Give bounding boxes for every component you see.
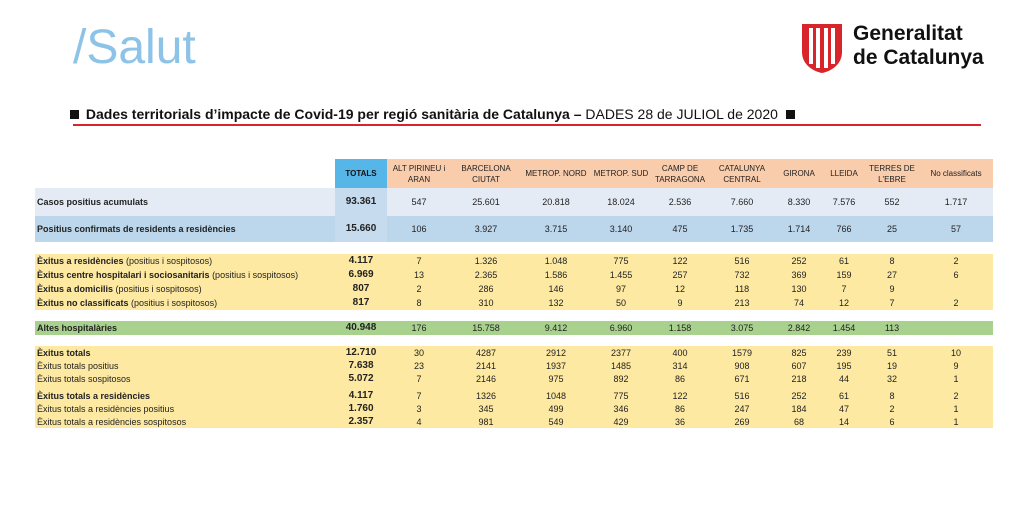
value-cell: 1485	[591, 359, 651, 372]
value-cell: 286	[451, 282, 521, 296]
table-row	[35, 321, 993, 335]
total-cell: 807	[335, 282, 387, 296]
total-cell: 6.969	[335, 268, 387, 282]
value-cell: 2146	[451, 372, 521, 385]
value-cell: 6	[865, 415, 919, 428]
value-cell: 25.601	[451, 188, 521, 216]
value-cell: 7	[387, 389, 451, 402]
value-cell: 2	[919, 254, 993, 268]
senyera-shield-icon	[800, 22, 844, 74]
value-cell: 1.158	[651, 321, 709, 335]
value-cell: 86	[651, 372, 709, 385]
value-cell: 7.576	[823, 188, 865, 216]
value-cell	[919, 321, 993, 335]
value-cell: 1	[919, 402, 993, 415]
row-label: Èxitus centre hospitalari i sociosanitaris (positius i sospitosos)	[35, 268, 335, 282]
header-cell: GIRONA	[775, 159, 823, 188]
square-bullet-icon	[786, 110, 795, 119]
value-cell: 8	[865, 254, 919, 268]
row-label: Èxitus totals	[35, 346, 335, 359]
value-cell: 3.927	[451, 216, 521, 242]
value-cell: 8	[387, 296, 451, 310]
value-cell: 257	[651, 268, 709, 282]
value-cell: 9	[919, 359, 993, 372]
value-cell: 184	[775, 402, 823, 415]
value-cell: 3.075	[709, 321, 775, 335]
table-row	[35, 359, 993, 372]
value-cell: 1	[919, 415, 993, 428]
value-cell: 1579	[709, 346, 775, 359]
total-cell: 15.660	[335, 216, 387, 242]
value-cell: 7	[865, 296, 919, 310]
value-cell: 7	[823, 282, 865, 296]
value-cell: 1	[919, 372, 993, 385]
value-cell: 122	[651, 389, 709, 402]
value-cell: 32	[865, 372, 919, 385]
row-label: Positius confirmats de residents a residències	[35, 216, 335, 242]
value-cell: 1.326	[451, 254, 521, 268]
total-cell: 40.948	[335, 321, 387, 335]
value-cell: 516	[709, 254, 775, 268]
value-cell: 7.660	[709, 188, 775, 216]
value-cell: 2	[919, 296, 993, 310]
value-cell: 14	[823, 415, 865, 428]
table-row	[35, 296, 993, 310]
value-cell: 2	[387, 282, 451, 296]
total-cell: 12.710	[335, 346, 387, 359]
value-cell: 50	[591, 296, 651, 310]
value-cell: 2377	[591, 346, 651, 359]
value-cell: 269	[709, 415, 775, 428]
header-cell: METROP. NORD	[521, 159, 591, 188]
row-label: Altes hospitalàries	[35, 321, 335, 335]
covid-data-table	[35, 159, 993, 428]
value-cell: 247	[709, 402, 775, 415]
value-cell: 20.818	[521, 188, 591, 216]
header-cell: TOTALS	[335, 159, 387, 188]
header-cell: CAMP DE TARRAGONA	[651, 159, 709, 188]
table-row	[35, 188, 993, 216]
value-cell: 475	[651, 216, 709, 242]
table-row	[35, 372, 993, 385]
total-cell: 4.117	[335, 254, 387, 268]
value-cell: 552	[865, 188, 919, 216]
value-cell: 19	[865, 359, 919, 372]
value-cell: 86	[651, 402, 709, 415]
value-cell: 314	[651, 359, 709, 372]
value-cell: 975	[521, 372, 591, 385]
value-cell: 51	[865, 346, 919, 359]
value-cell: 4	[387, 415, 451, 428]
value-cell: 118	[709, 282, 775, 296]
total-cell: 5.072	[335, 372, 387, 385]
value-cell: 106	[387, 216, 451, 242]
value-cell: 12	[651, 282, 709, 296]
value-cell: 1048	[521, 389, 591, 402]
table-row	[35, 268, 993, 282]
table-row	[35, 216, 993, 242]
row-label: Èxitus totals sospitosos	[35, 372, 335, 385]
header-cell: LLEIDA	[823, 159, 865, 188]
value-cell: 27	[865, 268, 919, 282]
total-cell: 2.357	[335, 415, 387, 428]
value-cell: 2	[865, 402, 919, 415]
value-cell: 547	[387, 188, 451, 216]
total-cell: 1.760	[335, 402, 387, 415]
row-label: Èxitus totals a residències	[35, 389, 335, 402]
value-cell: 4287	[451, 346, 521, 359]
value-cell: 61	[823, 389, 865, 402]
value-cell: 7	[387, 372, 451, 385]
value-cell: 2912	[521, 346, 591, 359]
header-cell: No classificats	[919, 159, 993, 188]
value-cell: 7	[387, 254, 451, 268]
value-cell: 2.536	[651, 188, 709, 216]
value-cell: 15.758	[451, 321, 521, 335]
value-cell: 218	[775, 372, 823, 385]
value-cell: 892	[591, 372, 651, 385]
value-cell: 57	[919, 216, 993, 242]
value-cell: 6.960	[591, 321, 651, 335]
value-cell: 775	[591, 254, 651, 268]
value-cell: 3.140	[591, 216, 651, 242]
header-cell: TERRES DE L'EBRE	[865, 159, 919, 188]
value-cell: 252	[775, 254, 823, 268]
header-cell: BARCELONA CIUTAT	[451, 159, 521, 188]
value-cell: 25	[865, 216, 919, 242]
header-cell: ALT PIRINEU i ARAN	[387, 159, 451, 188]
total-cell: 4.117	[335, 389, 387, 402]
value-cell: 9.412	[521, 321, 591, 335]
table-row	[35, 254, 993, 268]
value-cell: 1.586	[521, 268, 591, 282]
red-underline	[73, 124, 981, 126]
logo-line-2: de Catalunya	[853, 46, 984, 69]
total-cell: 7.638	[335, 359, 387, 372]
value-cell: 516	[709, 389, 775, 402]
generalitat-logo	[800, 22, 1010, 74]
header-cell: CATALUNYA CENTRAL	[709, 159, 775, 188]
headline-date: DADES 28 de JULIOL de 2020	[581, 106, 778, 122]
value-cell: 766	[823, 216, 865, 242]
table-row	[35, 402, 993, 415]
value-cell: 1326	[451, 389, 521, 402]
logo-line-1: Generalitat	[853, 22, 963, 45]
total-cell: 817	[335, 296, 387, 310]
value-cell: 3.715	[521, 216, 591, 242]
logo-text	[853, 22, 984, 70]
row-label: Èxitus totals a residències sospitosos	[35, 415, 335, 428]
value-cell: 36	[651, 415, 709, 428]
value-cell: 1937	[521, 359, 591, 372]
value-cell: 23	[387, 359, 451, 372]
value-cell: 346	[591, 402, 651, 415]
value-cell: 1.714	[775, 216, 823, 242]
value-cell: 1.717	[919, 188, 993, 216]
value-cell: 132	[521, 296, 591, 310]
value-cell: 176	[387, 321, 451, 335]
row-label: Èxitus a residències (positius i sospitosos)	[35, 254, 335, 268]
value-cell: 30	[387, 346, 451, 359]
value-cell: 2.365	[451, 268, 521, 282]
value-cell: 9	[865, 282, 919, 296]
value-cell: 775	[591, 389, 651, 402]
value-cell: 44	[823, 372, 865, 385]
value-cell: 9	[651, 296, 709, 310]
value-cell: 61	[823, 254, 865, 268]
value-cell: 310	[451, 296, 521, 310]
value-cell: 8.330	[775, 188, 823, 216]
value-cell: 12	[823, 296, 865, 310]
value-cell: 825	[775, 346, 823, 359]
value-cell: 981	[451, 415, 521, 428]
value-cell: 146	[521, 282, 591, 296]
value-cell: 10	[919, 346, 993, 359]
value-cell: 400	[651, 346, 709, 359]
row-label: Èxitus a domicilis (positius i sospitosos)	[35, 282, 335, 296]
value-cell: 345	[451, 402, 521, 415]
value-cell: 732	[709, 268, 775, 282]
table-header-row	[35, 159, 993, 188]
value-cell: 239	[823, 346, 865, 359]
value-cell: 213	[709, 296, 775, 310]
value-cell: 3	[387, 402, 451, 415]
table-row	[35, 282, 993, 296]
row-label: Èxitus totals a residències positius	[35, 402, 335, 415]
row-label: Èxitus no classificats (positius i sospitosos)	[35, 296, 335, 310]
brand-title: /Salut	[73, 21, 196, 74]
table-row	[35, 415, 993, 428]
value-cell: 74	[775, 296, 823, 310]
header-cell: METROP. SUD	[591, 159, 651, 188]
value-cell	[919, 282, 993, 296]
value-cell: 671	[709, 372, 775, 385]
value-cell: 2.842	[775, 321, 823, 335]
value-cell: 2	[919, 389, 993, 402]
value-cell: 429	[591, 415, 651, 428]
value-cell: 122	[651, 254, 709, 268]
value-cell: 1.455	[591, 268, 651, 282]
row-label: Èxitus totals positius	[35, 359, 335, 372]
value-cell: 6	[919, 268, 993, 282]
square-bullet-icon	[70, 110, 79, 119]
value-cell: 2141	[451, 359, 521, 372]
value-cell: 1.454	[823, 321, 865, 335]
value-cell: 68	[775, 415, 823, 428]
row-label: Casos positius acumulats	[35, 188, 335, 216]
value-cell: 159	[823, 268, 865, 282]
table-row	[35, 346, 993, 359]
headline-main: Dades territorials d’impacte de Covid-19 per regió sanitària de Catalunya –	[85, 106, 582, 122]
value-cell: 1.735	[709, 216, 775, 242]
value-cell: 252	[775, 389, 823, 402]
value-cell: 130	[775, 282, 823, 296]
total-cell: 93.361	[335, 188, 387, 216]
value-cell: 195	[823, 359, 865, 372]
value-cell: 97	[591, 282, 651, 296]
value-cell: 607	[775, 359, 823, 372]
value-cell: 499	[521, 402, 591, 415]
value-cell: 18.024	[591, 188, 651, 216]
table-row	[35, 389, 993, 402]
value-cell: 369	[775, 268, 823, 282]
value-cell: 1.048	[521, 254, 591, 268]
value-cell: 113	[865, 321, 919, 335]
value-cell: 13	[387, 268, 451, 282]
report-headline	[70, 105, 980, 123]
value-cell: 549	[521, 415, 591, 428]
value-cell: 47	[823, 402, 865, 415]
value-cell: 908	[709, 359, 775, 372]
value-cell: 8	[865, 389, 919, 402]
